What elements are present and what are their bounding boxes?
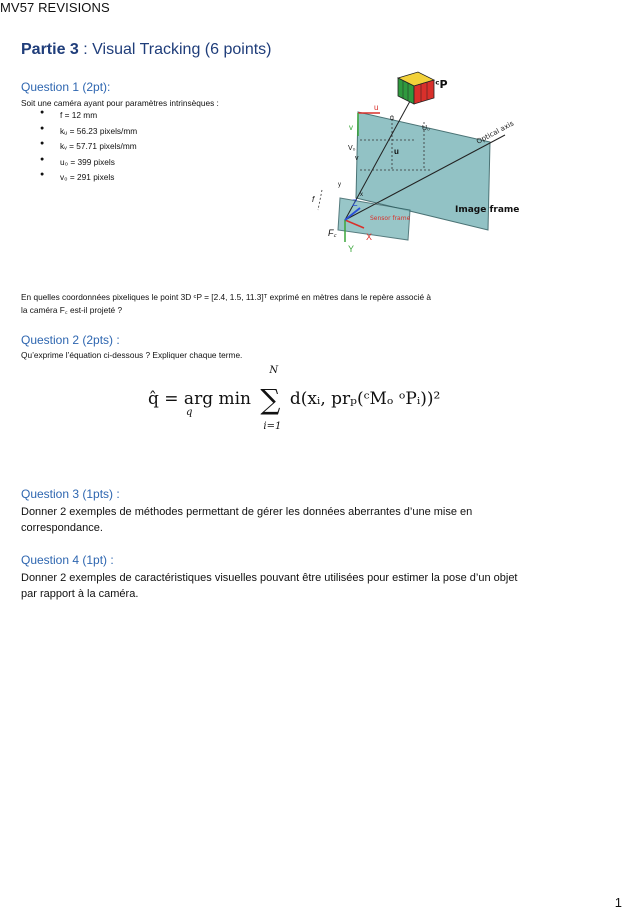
v-label: v [349, 123, 353, 132]
param-item: ● f = 12 mm [40, 110, 137, 126]
camera-projection-figure [300, 70, 520, 260]
camera-z-label: Z [352, 198, 358, 208]
u-label: u [374, 103, 379, 112]
focal-dashed [318, 190, 322, 210]
u-image-label: u [390, 115, 394, 122]
image-frame-label [455, 205, 519, 215]
question-1-intro: Soit une caméra ayant pour paramètres intrinsèques : [21, 98, 219, 108]
point-label: ᶜP [435, 78, 448, 91]
v0-label: V₀ [348, 145, 356, 152]
u0-label: U₀ [422, 125, 430, 132]
optical-axis-label: Optical axis [475, 119, 516, 146]
v-image-label: v [355, 155, 359, 162]
question-3-title: Question 3 (1pts) : [21, 487, 120, 501]
f-label: f [312, 195, 315, 204]
question-3-text: Donner 2 exemples de méthodes permettant de gérer les données aberrantes d’une mise en correspondance. [21, 506, 473, 534]
question-2-text: Qu’exprime l’équation ci-dessous ? Expliquer chaque terme. [21, 350, 243, 360]
intrinsic-params-list [40, 110, 137, 188]
question-1-text-line2: la caméra F꜀ est-il projeté ? [21, 305, 123, 315]
part-subtitle: : Visual Tracking (6 points) [78, 41, 272, 58]
param-item: ● kᵥ = 57.71 pixels/mm [40, 141, 137, 157]
param-item: ● kᵤ = 56.23 pixels/mm [40, 126, 137, 142]
image-frame-text: Image frame [455, 205, 520, 215]
part-prefix: Partie 3 [21, 41, 79, 58]
equation-rhs: d(xᵢ, prₚ(ᶜMₒ ᵒPᵢ))² [289, 389, 441, 409]
param-item: ● u₀ = 399 pixels [40, 157, 137, 173]
question-1-text-line1: En quelles coordonnées pixeliques le point 3D ᶜP = [2.4, 1.5, 11.3]ᵀ exprimé en mètres dans le repère associé à [21, 292, 432, 302]
camera-x-label: X [366, 232, 373, 242]
document-header: MV57 REVISIONS [0, 0, 110, 15]
sensor-y-label: y [338, 182, 341, 188]
page-number: 1 [614, 895, 622, 910]
equation [148, 365, 441, 432]
question-1-title: Question 1 (2pt): [21, 80, 111, 94]
question-2-title: Question 2 (2pts) : [21, 333, 120, 347]
sensor-x-label: x [360, 192, 363, 198]
question-4-text: Donner 2 exemples de caractéristiques visuelles pouvant être utilisées pour estimer la pose d’un objet par rapport à la caméra. [21, 572, 518, 600]
rubiks-cube-icon [398, 72, 434, 104]
sensor-frame-label: Sensor frame [370, 215, 411, 222]
camera-y-label: Y [348, 244, 355, 254]
u-projection-label: u [394, 147, 399, 156]
camera-frame-label: F꜀ [328, 228, 337, 238]
param-item: ● v₀ = 291 pixels [40, 172, 137, 188]
equation-lhs [148, 389, 251, 418]
sum-symbol: ∑ N i=1 [260, 365, 282, 432]
part-title [21, 41, 272, 59]
sum-lower: i=1 [263, 421, 282, 432]
sum-upper: N [269, 365, 279, 376]
question-4-title: Question 4 (1pt) : [21, 553, 114, 567]
equation-lhs-text: q̂ = arg min [148, 389, 251, 409]
equation-argmin-subscript: q [186, 407, 193, 418]
